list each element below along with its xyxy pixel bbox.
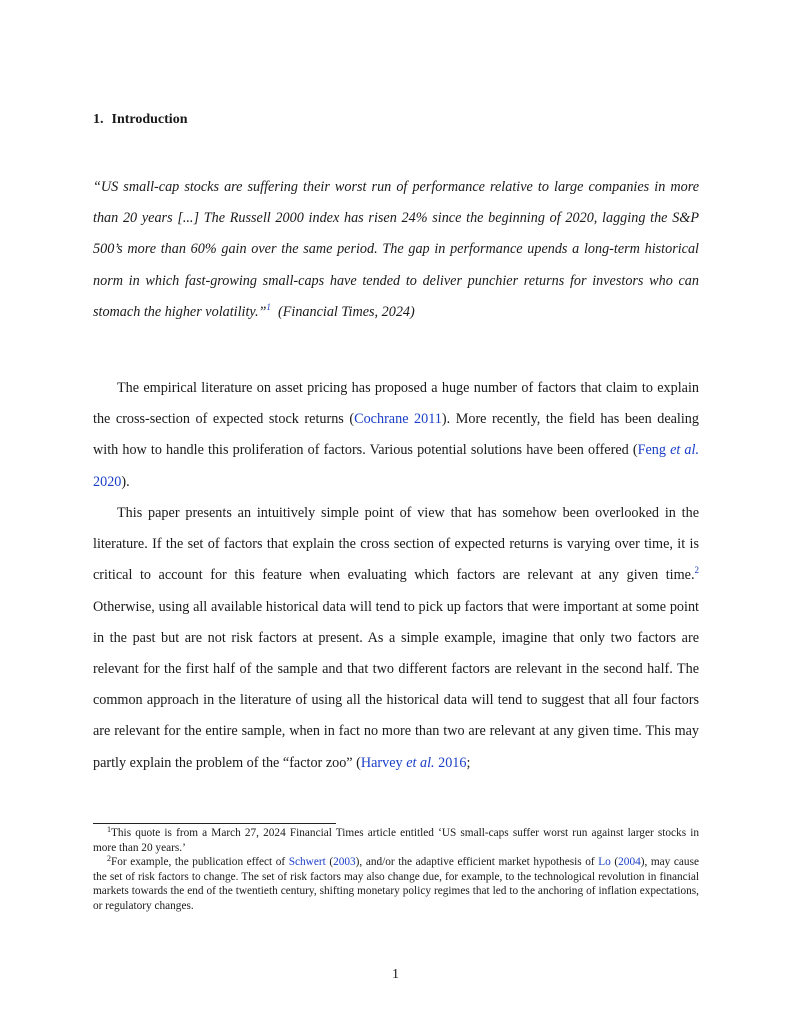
footnotes [93,826,699,914]
citation-etal: et al. [406,754,435,771]
footnote-1-text: This quote is from a March 27, 2024 Financial Times article entitled ‘US small-caps suffer worst run against larger stocks in more than 20 years.’ [93,827,699,854]
citation-schwert-year[interactable]: 2003 [333,856,356,869]
paragraph-1-end: ). [121,473,130,490]
footnote-1 [93,826,699,855]
paragraph-2-end: ; [466,754,471,771]
citation-year: 2020 [93,473,122,490]
paragraph-1-text: The empirical literature on asset pricing has proposed a huge number of factors that claim to explain the cross-section of expected stock returns ( [93,380,699,428]
citation-year: 2016 [438,754,467,771]
section-number: 1. [93,112,104,127]
paragraph-2-text: This paper presents an intuitively simple point of view that has somehow been overlooked in the literature. If the set of factors that explain the cross section of expected returns is varying over time, it is critical to account for this feature when evaluating which factors are relevant at any given time. [93,505,699,584]
footnote-mark-2[interactable]: 2 [694,565,699,576]
footnote-2 [93,855,699,913]
footnote-2-mark: 2 [107,854,111,864]
citation-author: Feng [637,442,666,459]
citation-lo[interactable]: Lo [598,856,611,869]
citation-schwert[interactable]: Schwert [288,856,326,869]
footnote-rule [93,823,336,824]
epigraph-source: (Financial Times, 2024) [277,303,415,320]
citation-lo-year[interactable]: 2004 [618,856,641,869]
footnote-2-text-3: ), may cause the set of risk factors to change. The set of risk factors may also change due, for example, to the technological revolution in financial markets towards the end of the twentieth century, shifting monetary policy regimes that led to the anchoring of inflation expectations, or regulatory changes. [93,856,699,912]
section-title: Introduction [111,112,188,127]
paragraph-2-text-2: Otherwise, using all available historical data will tend to pick up factors that were important at some point in the past but are not risk factors at present. As a simple example, imagine that only two factors are relevant for the first half of the sample and that two different factors are relevant in the second half. The common approach in the literature of using all the historical data will tend to suggest that all four factors are relevant for the entire sample, when in fact no more than two are relevant at any given time. This may partly explain the problem of the “factor zoo” ( [93,598,699,771]
paragraph-2 [93,498,699,779]
epigraph-quote [93,172,699,328]
footnote-1-mark: 1 [107,825,111,834]
citation-etal: et al. [670,442,700,459]
footnote-2-text: For example, the publication effect of [111,856,289,869]
paragraph-1-text-2: ). More recently, the field has been dealing with how to handle this proliferation of factors. Various potential solutions have been offered ( [93,411,699,459]
footnote-2-paren: ( [325,856,334,869]
section-heading [93,112,187,128]
page-number: 1 [392,967,399,982]
footnote-2-paren-2: ( [610,856,619,869]
citation-author: Harvey [360,754,403,771]
citation-cochrane-2011[interactable]: Cochrane 2011 [354,411,442,428]
paragraph-1 [93,373,699,498]
footnote-2-text-2: ), and/or the adaptive efficient market hypothesis of [355,856,599,869]
citation-harvey-2016[interactable] [361,755,467,771]
epigraph-text: “US small-cap stocks are suffering their worst run of performance relative to large companies in more than 20 years [...] The Russell 2000 index has risen 24% since the beginning of 2020, lagging the S&P 500’s more than 60% gain over the same period. The gap in performance upends a long-term historical norm in which fast-growing small-caps have tended to deliver punchier returns for investors who can stomach the higher volatility.” [93,179,699,320]
footnote-mark-1[interactable]: 1 [266,301,271,312]
